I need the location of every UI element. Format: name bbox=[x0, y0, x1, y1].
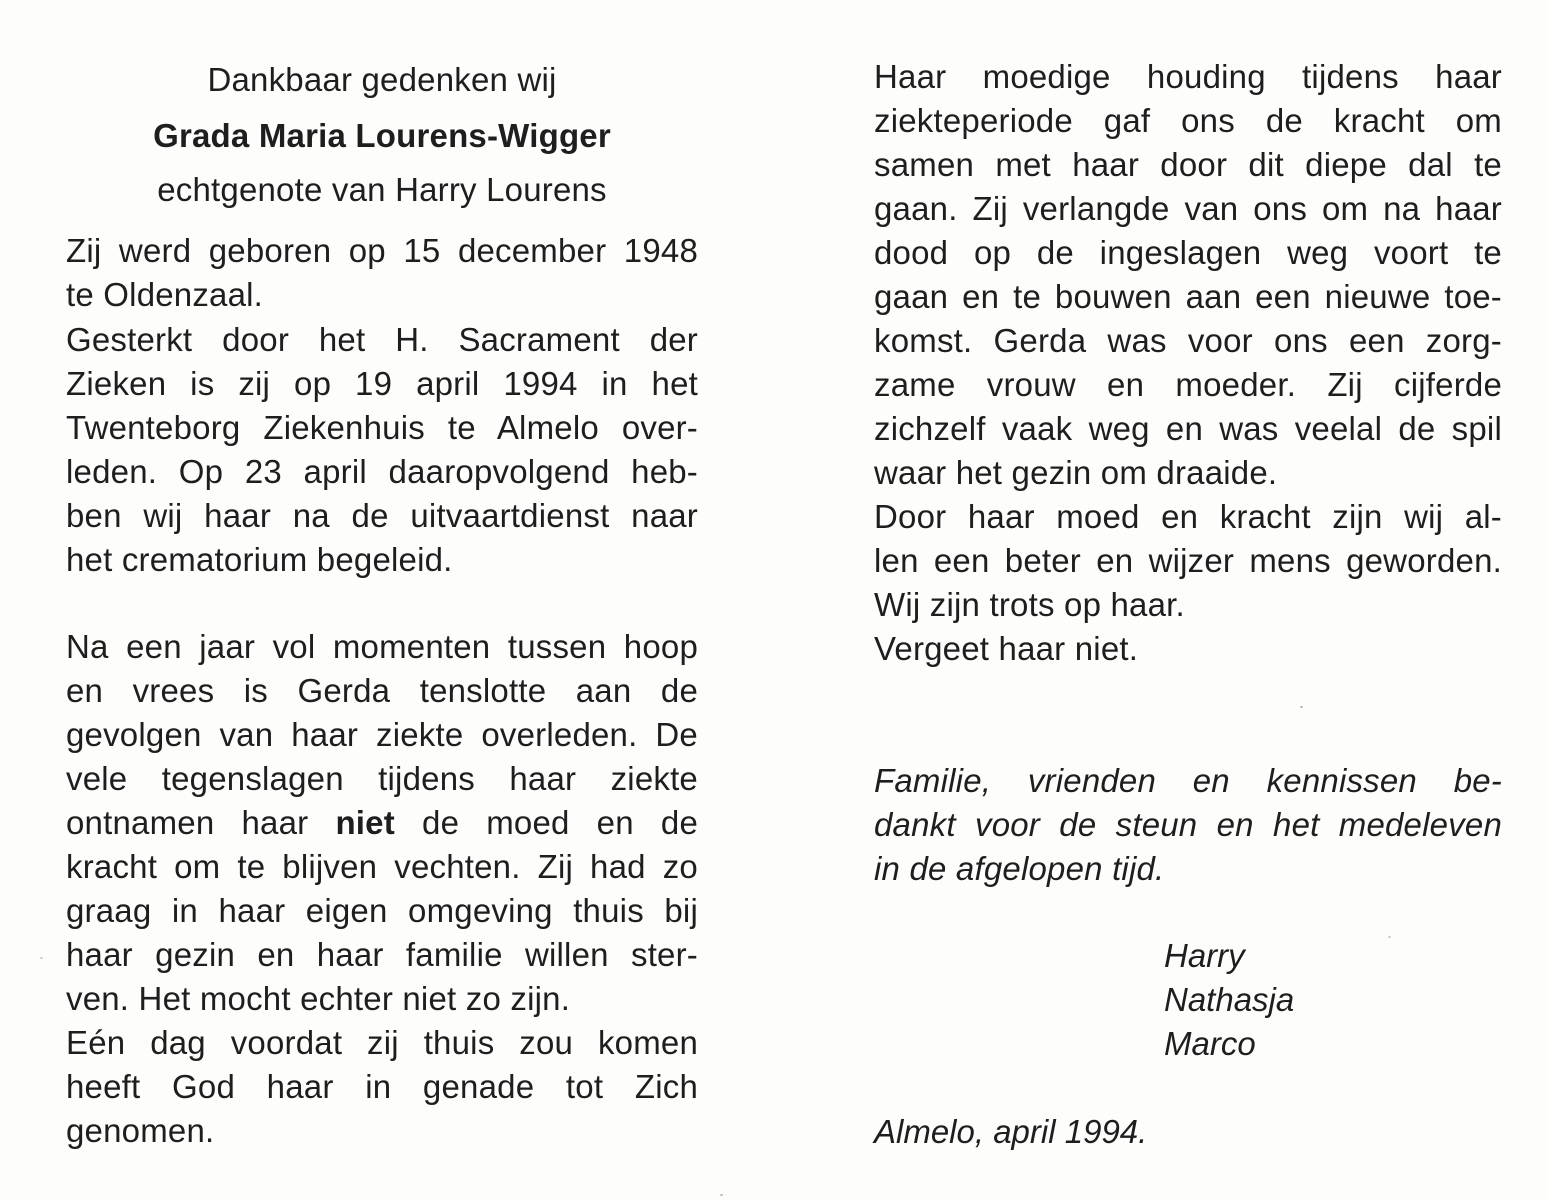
text-line: Zieken is zij op 19 april 1994 in het bbox=[66, 365, 698, 402]
text-line: waar het gezin om draaide. bbox=[874, 454, 1278, 491]
signature-name: Marco bbox=[1164, 1025, 1256, 1062]
text-line: Twenteborg Ziekenhuis te Almelo over- bbox=[66, 409, 698, 446]
text-line: Gesterkt door het H. Sacrament der bbox=[66, 321, 698, 358]
text-line: genomen. bbox=[66, 1112, 215, 1149]
text-line-with-emphasis bbox=[66, 801, 698, 845]
text-line: Vergeet haar niet. bbox=[874, 630, 1139, 667]
thanks-line: dankt voor de steun en het medeleven bbox=[874, 806, 1502, 843]
signature-name: Harry bbox=[1164, 937, 1245, 974]
text-line: Zij werd geboren op 15 december 1948 bbox=[66, 232, 698, 269]
text-line: ven. Het mocht echter niet zo zijn. bbox=[66, 980, 571, 1017]
text-line: Na een jaar vol momenten tussen hoop bbox=[66, 628, 698, 665]
text-line: graag in haar eigen omgeving thuis bij bbox=[66, 892, 698, 929]
text-line: ziekteperiode gaf ons de kracht om bbox=[874, 102, 1502, 139]
place-date: Almelo, april 1994. bbox=[874, 1113, 1148, 1150]
thanks-line: in de afgelopen tijd. bbox=[874, 850, 1165, 887]
text-line: vele tegenslagen tijdens haar ziekte bbox=[66, 760, 698, 797]
text-line: Wij zijn trots op haar. bbox=[874, 586, 1185, 623]
text-line: Haar moedige houding tijdens haar bbox=[874, 58, 1502, 95]
scan-speck bbox=[720, 1194, 723, 1196]
text-fragment: de moed en de bbox=[422, 804, 698, 841]
text-line: gevolgen van haar ziekte overleden. De bbox=[66, 716, 698, 753]
text-line: heeft God haar in genade tot Zich bbox=[66, 1068, 698, 1105]
intro-line: Dankbaar gedenken wij bbox=[207, 61, 557, 98]
text-line: gaan. Zij verlangde van ons om na haar bbox=[874, 190, 1502, 227]
text-line: komst. Gerda was voor ons een zorg- bbox=[874, 322, 1502, 359]
scan-speck bbox=[1388, 936, 1391, 938]
text-line: ben wij haar na de uitvaartdienst naar bbox=[66, 497, 698, 534]
text-line: zame vrouw en moeder. Zij cijferde bbox=[874, 366, 1502, 403]
text-line: gaan en te bouwen aan een nieuwe toe- bbox=[874, 278, 1502, 315]
text-line: Eén dag voordat zij thuis zou komen bbox=[66, 1024, 698, 1061]
emphasis-niet: niet bbox=[335, 804, 395, 841]
text-line: zichzelf vaak weg en was veelal de spil bbox=[874, 410, 1502, 447]
text-line: leden. Op 23 april daaropvolgend heb- bbox=[66, 453, 698, 490]
text-line: kracht om te blijven vechten. Zij had zo bbox=[66, 848, 698, 885]
text-line: dood op de ingeslagen weg voort te bbox=[874, 234, 1502, 271]
text-line: samen met haar door dit diepe dal te bbox=[874, 146, 1502, 183]
scan-speck bbox=[1300, 706, 1303, 708]
signature-name: Nathasja bbox=[1164, 981, 1295, 1018]
text-line: haar gezin en haar familie willen ster- bbox=[66, 936, 698, 973]
spouse-line: echtgenote van Harry Lourens bbox=[157, 171, 607, 208]
text-fragment: ontnamen haar bbox=[66, 804, 309, 841]
thanks-line: Familie, vrienden en kennissen be- bbox=[874, 762, 1502, 799]
scan-speck bbox=[40, 957, 43, 959]
text-line: te Oldenzaal. bbox=[66, 276, 264, 313]
text-line: Door haar moed en kracht zijn wij al- bbox=[874, 498, 1502, 535]
text-line: het crematorium begeleid. bbox=[66, 541, 453, 578]
deceased-name: Grada Maria Lourens-Wigger bbox=[153, 117, 611, 154]
text-line: en vrees is Gerda tenslotte aan de bbox=[66, 672, 698, 709]
text-line: len een beter en wijzer mens geworden. bbox=[874, 542, 1502, 579]
